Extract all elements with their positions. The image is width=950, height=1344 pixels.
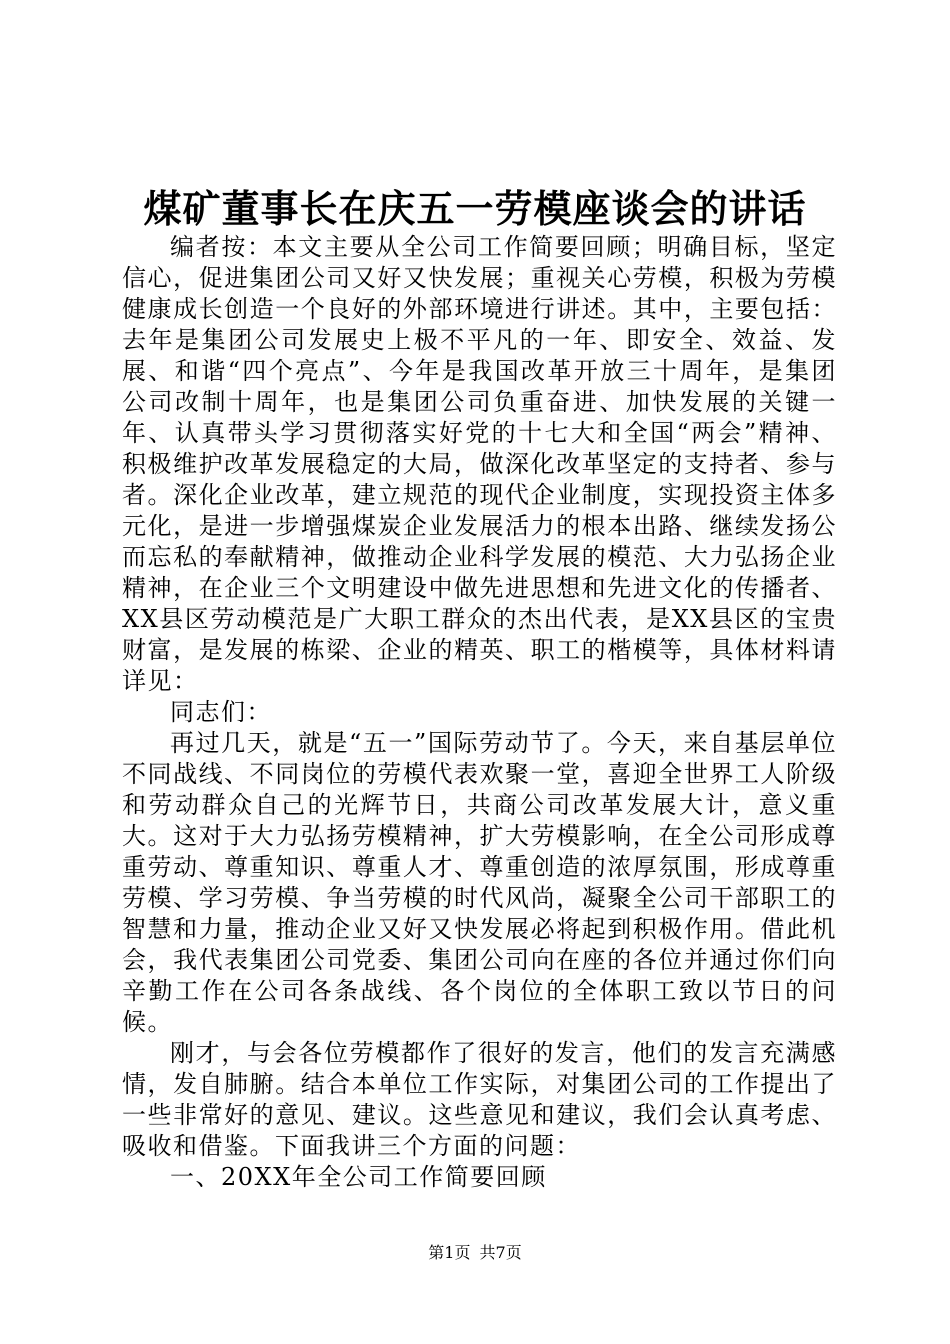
salutation-paragraph: 同志们： <box>170 698 272 726</box>
editor-note-paragraph: 编者按：本文主要从全公司工作简要回顾；明确目标，坚定信心，促进集团公司又好又快发展；重视关心劳模，积极为劳模健康成长创造一个良好的外部环境进行讲述。其中，主要包括：去年是集团公司发展史上极不平凡的一年、即安全、效益、发展、和谐“四个亮点”、今年是我国改革开放三十周年，是集团公司改制十周年，也是集团公司负重奋进、加快发展的关键一年、认真带头学习贯彻落实好党的十七大和全国“两会”精神、积极维护改革发展稳定的大局，做深化改革坚定的支持者、参与者。深化企业改革，建立规范的现代企业制度，实现投资主体多元化，是进一步增强煤炭企业发展活力的根本出路、继续发扬公而忘私的奉献精神，做推动企业科学发展的模范、大力弘扬企业精神，在企业三个文明建设中做先进思想和先进文化的传播者、XX县区劳动模范是广大职工群众的杰出代表，是XX县区的宝贵财富，是发展的栋梁、企业的精英、职工的楷模等，具体材料请详见： <box>122 233 837 695</box>
document-title: 煤矿董事长在庆五一劳模座谈会的讲话 <box>143 186 807 231</box>
document-body <box>122 232 837 1193</box>
page-number: 第1页 <box>428 1243 471 1262</box>
page-total: 共7页 <box>479 1243 522 1262</box>
body-paragraph: 刚才，与会各位劳模都作了很好的发言，他们的发言充满感情，发自肺腑。结合本单位工作实际，对集团公司的工作提出了一些非常好的意见、建议。这些意见和建议，我们会认真考虑、吸收和借鉴。下面我讲三个方面的问题： <box>122 1039 837 1160</box>
section-heading: 一、20XX年全公司工作简要回顾 <box>170 1163 547 1191</box>
page-footer <box>0 1242 950 1264</box>
body-paragraph: 再过几天，就是“五一”国际劳动节了。今天，来自基层单位不同战线、不同岗位的劳模代表欢聚一堂，喜迎全世界工人阶级和劳动群众自己的光辉节日，共商公司改革发展大计，意义重大。这对于大力弘扬劳模精神，扩大劳模影响，在全公司形成尊重劳动、尊重知识、尊重人才、尊重创造的浓厚氛围，形成尊重劳模、学习劳模、争当劳模的时代风尚，凝聚全公司干部职工的智慧和力量，推动企业又好又快发展必将起到积极作用。借此机会，我代表集团公司党委、集团公司向在座的各位并通过你们向辛勤工作在公司各条战线、各个岗位的全体职工致以节日的问候。 <box>122 729 837 1036</box>
